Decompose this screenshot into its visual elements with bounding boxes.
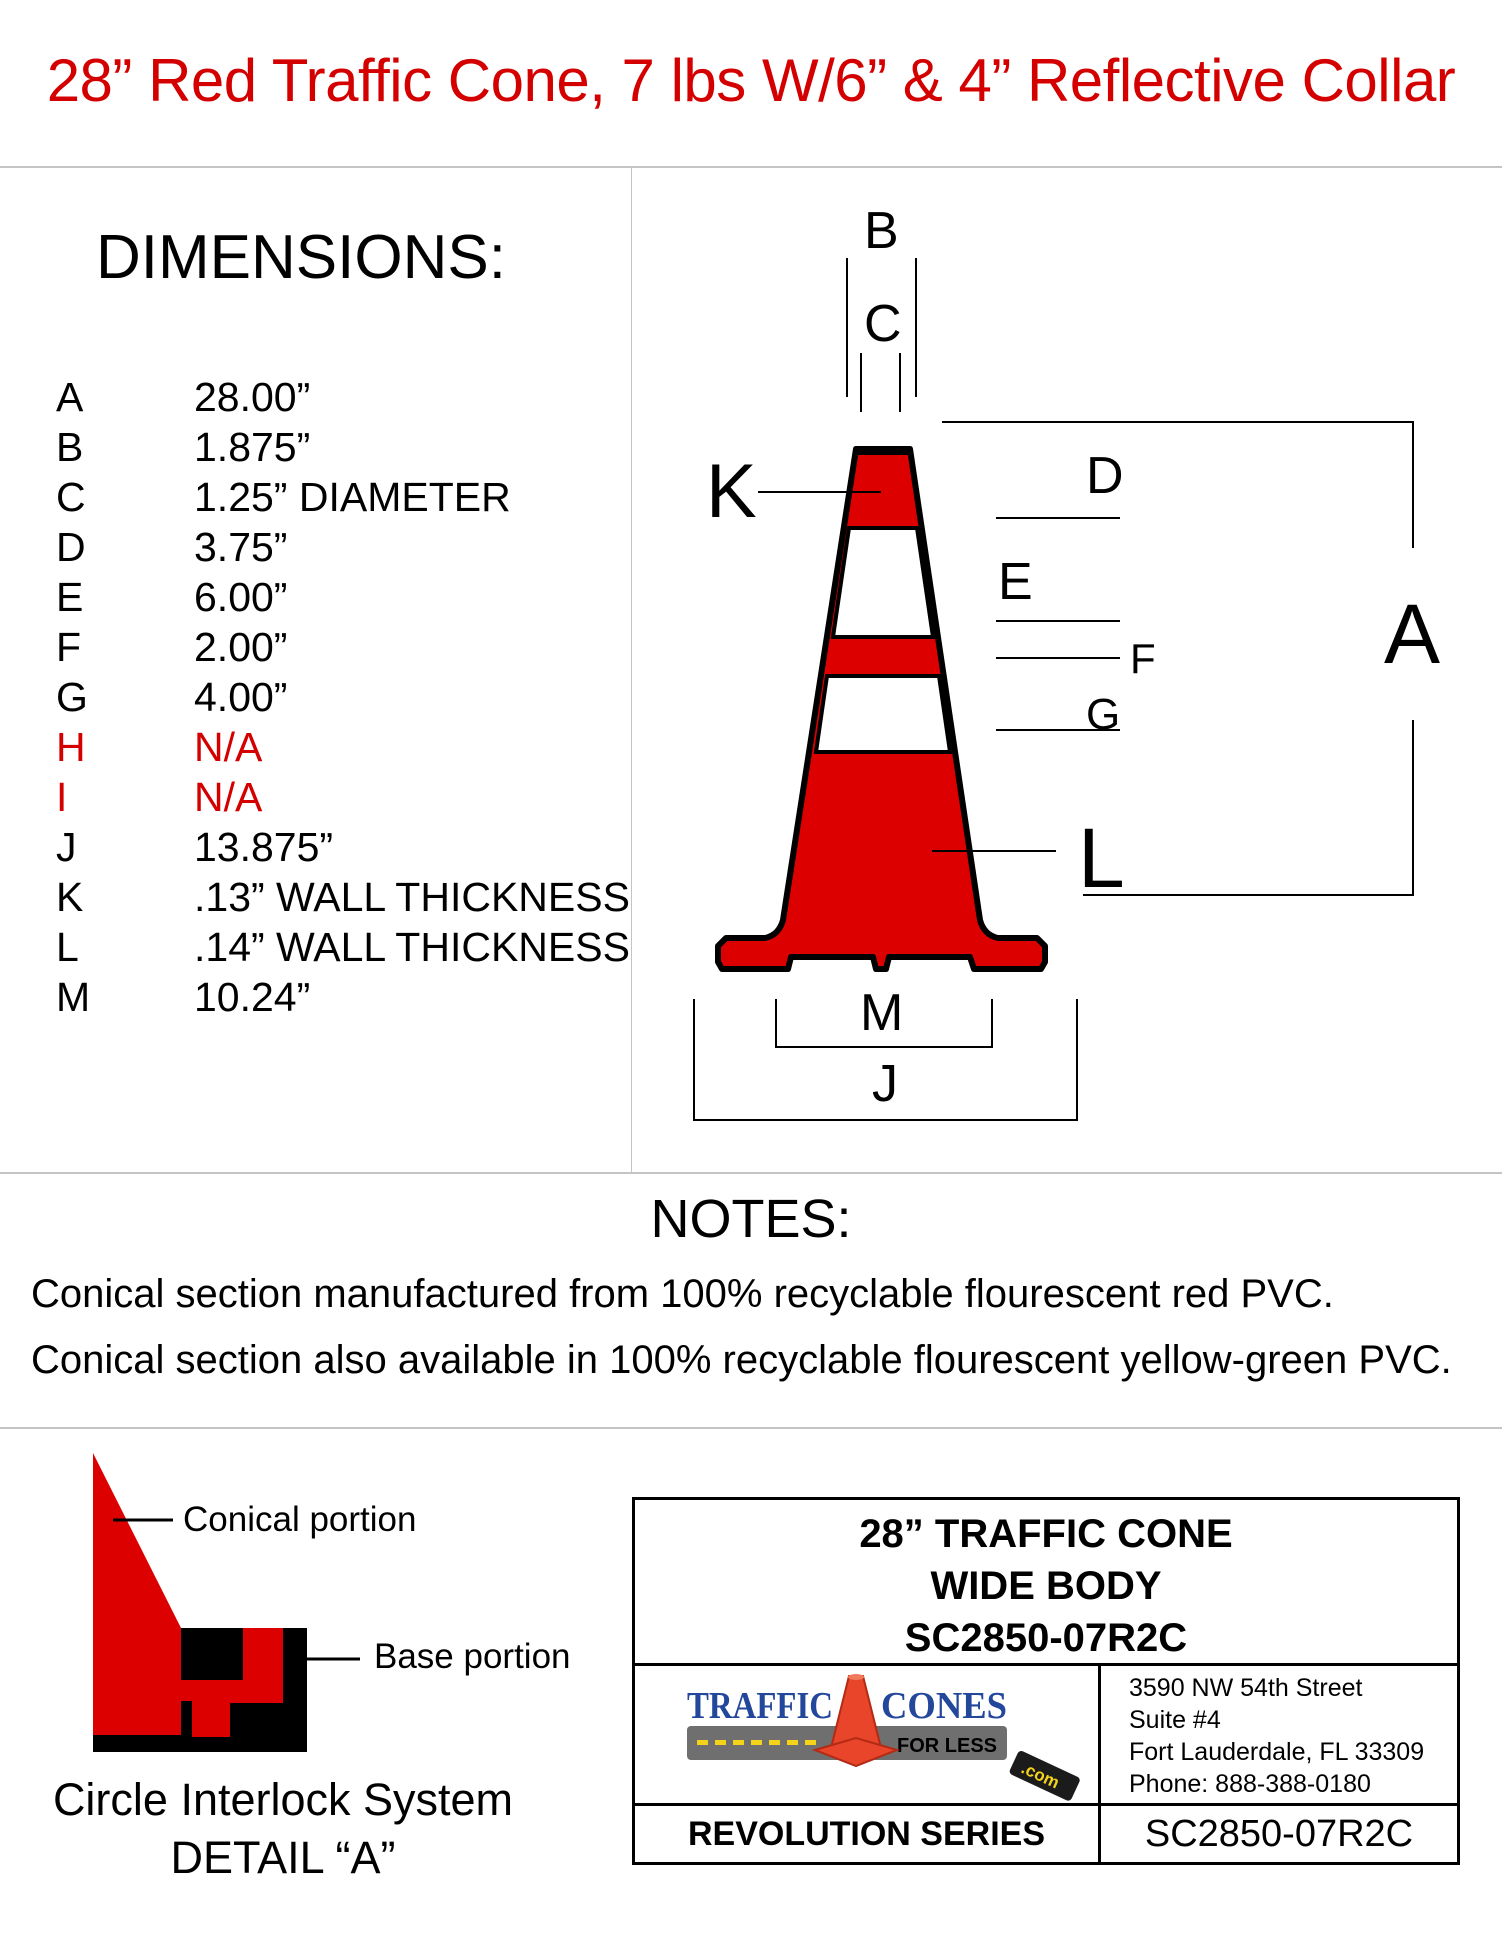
title-block-company [635,1666,1457,1806]
dim-key: H [56,724,86,770]
dim-value: 1.25” DIAMETER [194,474,511,520]
interlock-detail-diagram [0,1440,620,1770]
note-line-2: Conical section also available in 100% recyclable flourescent yellow-green PVC. [31,1338,1452,1382]
dim-value: 28.00” [194,374,311,420]
address-line-2: Suite #4 [1129,1706,1221,1734]
dim-value: 6.00” [194,574,288,620]
address-line-1: 3590 NW 54th Street [1129,1674,1363,1702]
label-b: B [864,202,899,260]
phone-number: Phone: 888-388-0180 [1129,1770,1371,1798]
dim-value: 4.00” [194,674,288,720]
dim-key: K [56,874,84,920]
base-portion-label: Base portion [374,1637,571,1676]
dim-key: F [56,624,82,670]
label-g: G [1086,690,1121,739]
series-name: REVOLUTION SERIES [687,1815,1046,1853]
traffic-cones-for-less-logo [685,1668,1085,1804]
dim-key: L [56,924,79,970]
dim-value: 3.75” [194,524,288,570]
page-title: 28” Red Traffic Cone, 7 lbs W/6” & 4” Reflective Collar [46,47,1456,114]
dim-key: E [56,574,84,620]
label-m: M [860,984,904,1042]
dim-key: C [56,474,86,520]
company-address [1129,1672,1424,1800]
conical-portion-label: Conical portion [183,1500,417,1539]
note-line-1: Conical section manufactured from 100% recyclable flourescent red PVC. [31,1272,1334,1316]
label-l: L [1078,811,1125,905]
divider-bottom [0,1427,1502,1429]
column-divider [1098,1666,1101,1803]
cone-shape [718,449,1045,969]
dim-value: .14” WALL THICKNESS [194,924,630,970]
notes-heading: NOTES: [650,1189,852,1249]
dim-key: B [56,424,84,470]
dim-value: 2.00” [194,624,288,670]
dim-value: 10.24” [194,974,311,1020]
dim-value: 13.875” [194,824,334,870]
title-block-line-1: 28” TRAFFIC CONE [859,1512,1233,1556]
dim-key: D [56,524,86,570]
dim-key: A [56,374,84,420]
dimension-lines [694,258,1413,1120]
address-line-3: Fort Lauderdale, FL 33309 [1129,1738,1425,1766]
title-block-header [635,1500,1457,1666]
dim-value: N/A [194,724,263,770]
svg-text:TRAFFIC: TRAFFIC [687,1685,833,1727]
title-block-footer [635,1806,1457,1862]
label-d: D [1086,447,1124,505]
dim-key: I [56,774,68,820]
part-number: SC2850-07R2C [1144,1813,1414,1855]
dim-value: 1.875” [194,424,311,470]
dim-key: M [56,974,91,1020]
divider-middle [0,1172,1502,1174]
label-a: A [1384,587,1441,681]
dimensions-heading: DIMENSIONS: [96,223,506,292]
svg-text:.com: .com [1018,1758,1063,1793]
title-block [632,1497,1460,1865]
label-e: E [998,553,1033,611]
title-block-line-3: SC2850-07R2C [904,1616,1188,1660]
label-c: C [864,295,902,353]
svg-text:FOR LESS: FOR LESS [897,1735,998,1757]
svg-text:CONES: CONES [881,1685,1007,1727]
dim-key: J [56,824,77,870]
dim-value: N/A [194,774,263,820]
label-j: J [872,1055,898,1113]
dim-value: .13” WALL THICKNESS [194,874,630,920]
detail-caption-1: Circle Interlock System [52,1774,514,1825]
title-block-line-2: WIDE BODY [930,1564,1162,1608]
detail-caption-2: DETAIL “A” [170,1832,396,1883]
label-f: F [1130,635,1156,682]
dim-key: G [56,674,88,720]
label-k: K [706,449,757,534]
